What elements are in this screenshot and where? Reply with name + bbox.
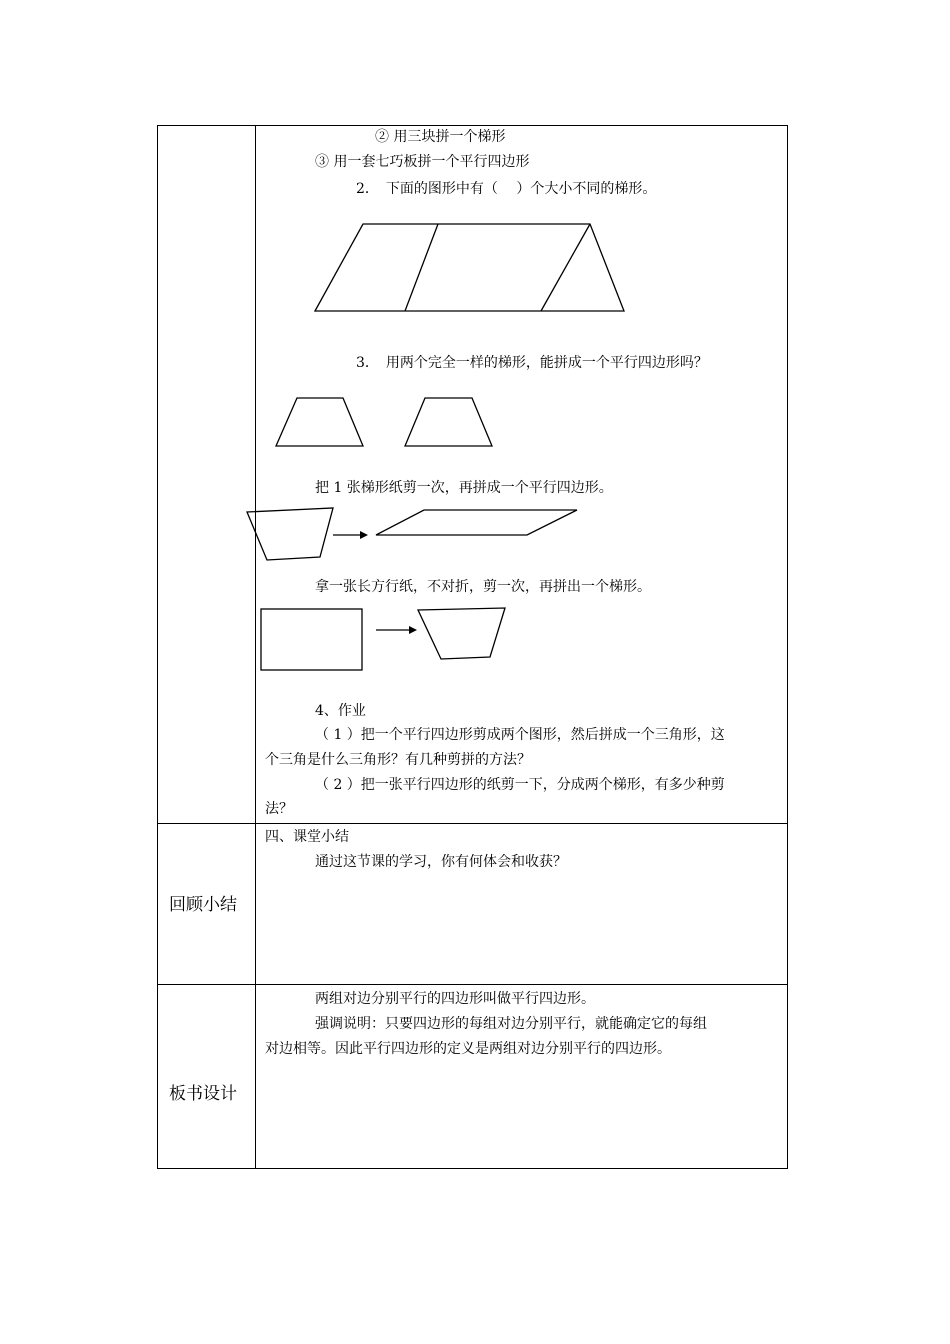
paper-rectangle (261, 609, 362, 670)
homework-title: 4、作业 (315, 703, 366, 719)
step3-text: ③ 用一套七巧板拼一个平行四边形 (315, 154, 530, 170)
question-3-text: 3． 用两个完全一样的梯形，能拼成一个平行四边形吗？ (356, 355, 708, 371)
homework-2-line-1: （ 2 ）把一张平行四边形的纸剪一下，分成两个梯形，有多少种剪 (315, 777, 725, 793)
step2-text: ② 用三块拼一个梯形 (375, 129, 506, 145)
question-2-text: 2． 下面的图形中有（ ）个大小不同的梯形。 (356, 181, 657, 197)
cut-rectangle-text: 拿一张长方行纸，不对折，剪一次，再拼出一个梯形。 (315, 579, 651, 595)
definition-text: 两组对边分别平行的四边形叫做平行四边形。 (315, 991, 595, 1007)
homework-1-line-1: （ 1 ）把一个平行四边形剪成两个图形，然后拼成一个三角形，这 (315, 727, 725, 743)
emphasis-note-line-2: 对边相等。因此平行四边形的定义是两组对边分别平行的四边形。 (265, 1041, 671, 1057)
emphasis-note-line-1: 强调说明：只要四边形的每组对边分别平行，就能确定它的每组 (315, 1016, 707, 1032)
result-trapezoid (418, 608, 505, 659)
board-design-label: 板书设计 (169, 1084, 237, 1104)
summary-question: 通过这节课的学习，你有何体会和收获？ (315, 854, 567, 870)
cut-trapezoid-text: 把 1 张梯形纸剪一次，再拼成一个平行四边形。 (315, 480, 613, 496)
summary-title: 四、课堂小结 (265, 829, 349, 845)
review-summary-label: 回顾小结 (169, 895, 237, 915)
homework-2-line-2: 法？ (265, 801, 293, 817)
homework-1-line-2: 个三角是什么三角形？有几种剪拼的方法？ (265, 752, 531, 768)
arrow-2-head (409, 626, 417, 634)
